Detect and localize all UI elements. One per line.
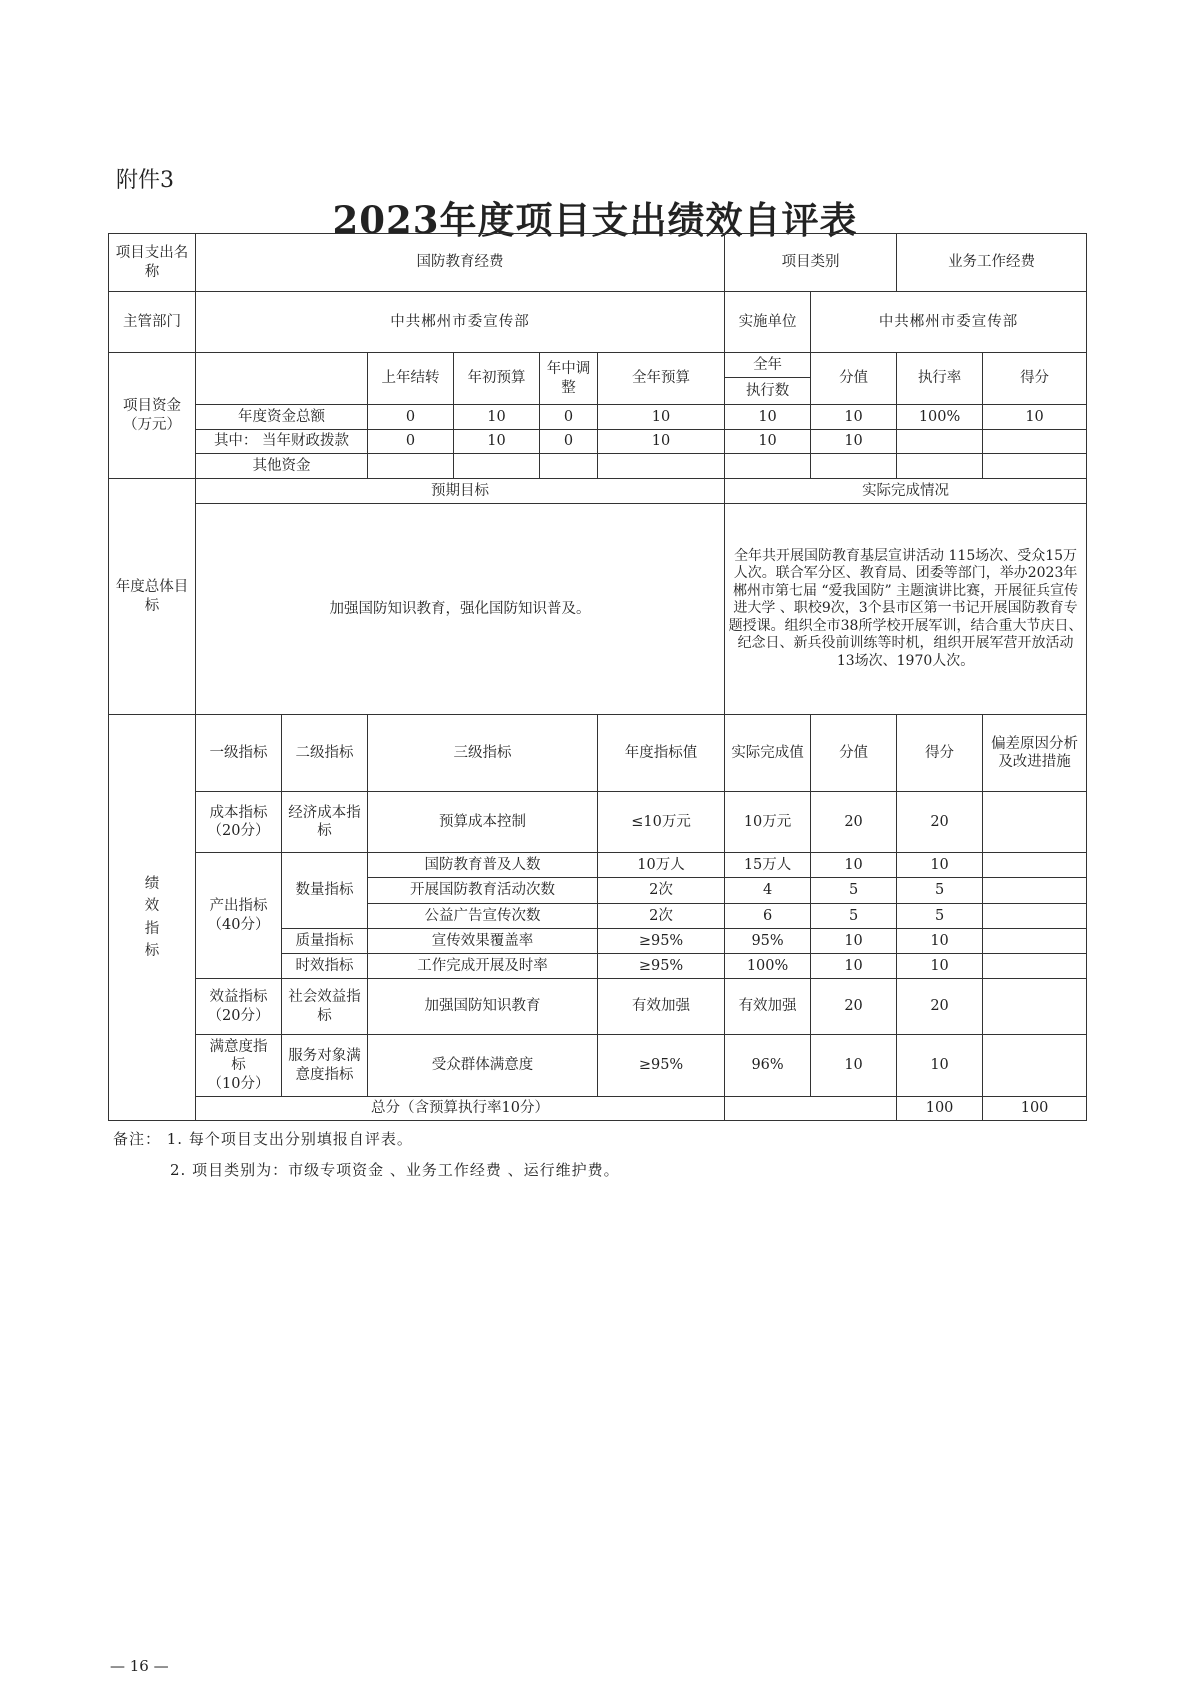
- cell-exec-rate: [897, 454, 983, 479]
- indicator-score-value: 20: [811, 979, 897, 1035]
- self-evaluation-table: [108, 233, 1087, 1121]
- indicator-deviation: [983, 792, 1087, 853]
- note-2: 2. 项目类别为：市级专项资金 、业务工作经费 、运行维护费。: [170, 1161, 620, 1179]
- cell-score: 10: [983, 405, 1087, 430]
- cell-annual-exec: [725, 454, 811, 479]
- indicator-name: 宣传效果覆盖率: [368, 929, 598, 954]
- funds-blank-header: [196, 353, 368, 405]
- cell-exec-rate: 100%: [897, 405, 983, 430]
- header-level3: 三级指标: [368, 715, 598, 792]
- cell-annual-exec: 10: [725, 430, 811, 454]
- cell-annual-budget: 10: [598, 405, 725, 430]
- indicator-actual: 95%: [725, 929, 811, 954]
- indicator-score-value: 20: [811, 792, 897, 853]
- indicator-actual: 有效加强: [725, 979, 811, 1035]
- indicator-actual: 10万元: [725, 792, 811, 853]
- goals-actual-text: 全年共开展国防教育基层宣讲活动 115场次、受众15万人次。联合军分区、教育局、团委等部门，举办2023年郴州市第七届 “爱我国防” 主题演讲比赛，开展征兵宣传进大学 、职校9次，3个县市区第一书记开展国防教育专题授课。组织全市38所学校开展军训，结合重大节庆日、纪念日、新兵役前训练等时机，组织开展军营开放活动 13场次、1970人次。: [725, 504, 1087, 715]
- indicator-score: 10: [897, 853, 983, 878]
- indicator-actual: 15万人: [725, 853, 811, 878]
- indicator-target: ≤10万元: [598, 792, 725, 853]
- cell-initial-budget: [454, 454, 540, 479]
- funds-row-label: 其中： 当年财政拨款: [196, 430, 368, 454]
- header-score-value: 分值: [811, 353, 897, 405]
- level2-quantity: 数量指标: [282, 853, 368, 929]
- level2-social-benefit: 社会效益指标: [282, 979, 368, 1035]
- level1-cost: [196, 792, 282, 853]
- cell-score-value: 10: [811, 430, 897, 454]
- goals-actual-header: 实际完成情况: [725, 479, 1087, 504]
- indicator-name: 受众群体满意度: [368, 1035, 598, 1097]
- indicator-score: 10: [897, 1035, 983, 1097]
- goals-label: 年度总体目标: [109, 479, 196, 715]
- indicator-target: 2次: [598, 904, 725, 929]
- indicator-score: 10: [897, 954, 983, 979]
- dept-label: 主管部门: [109, 292, 196, 353]
- cell-initial-budget: 10: [454, 430, 540, 454]
- project-category-label: 项目类别: [725, 234, 897, 292]
- indicator-score-value: 10: [811, 929, 897, 954]
- indicator-name: 公益广告宣传次数: [368, 904, 598, 929]
- cell-mid-adjust: [540, 454, 598, 479]
- total-score: 100: [983, 1097, 1087, 1121]
- header-level2: 二级指标: [282, 715, 368, 792]
- cell-prev-balance: 0: [368, 430, 454, 454]
- project-category: 业务工作经费: [897, 234, 1087, 292]
- indicator-score: 20: [897, 979, 983, 1035]
- indicator-target: 有效加强: [598, 979, 725, 1035]
- funds-row-label: 年度资金总额: [196, 405, 368, 430]
- indicator-row: [109, 853, 1087, 878]
- page-title: 2023年度项目支出绩效自评表: [332, 198, 858, 242]
- indicator-deviation: [983, 979, 1087, 1035]
- cell-prev-balance: 0: [368, 405, 454, 430]
- header-ind-score-value: 分值: [811, 715, 897, 792]
- header-annual-exec: [725, 353, 811, 405]
- level1-benefit-line1: 效益指标: [209, 989, 268, 1006]
- indicator-deviation: [983, 1035, 1087, 1097]
- indicator-score-value: 10: [811, 954, 897, 979]
- header-deviation: 偏差原因分析及改进措施: [983, 715, 1087, 792]
- indicator-target: 2次: [598, 878, 725, 904]
- total-row: [109, 1097, 1087, 1121]
- level1-output-line2: （40分）: [207, 916, 270, 933]
- total-score-value: 100: [897, 1097, 983, 1121]
- total-blank: [725, 1097, 897, 1121]
- cell-annual-budget: 10: [598, 430, 725, 454]
- impl-unit-label: 实施单位: [725, 292, 811, 353]
- header-initial-budget: 年初预算: [454, 353, 540, 405]
- indicator-row: [109, 792, 1087, 853]
- goals-expected-text: 加强国防知识教育，强化国防知识普及。: [196, 504, 725, 715]
- header-exec-rate: 执行率: [897, 353, 983, 405]
- indicator-name: 工作完成开展及时率: [368, 954, 598, 979]
- level1-cost-line1: 成本指标: [209, 804, 268, 821]
- cell-exec-rate: [897, 430, 983, 454]
- funds-label-line2: （万元）: [123, 416, 181, 433]
- level1-satisfaction-line3: （10分）: [207, 1075, 270, 1092]
- project-name-label: 项目支出名称: [109, 234, 196, 292]
- indicator-score: 10: [897, 929, 983, 954]
- indicator-target: ≥95%: [598, 1035, 725, 1097]
- funds-label: [109, 353, 196, 479]
- indicators-section-label: [109, 715, 196, 1121]
- header-annual-exec-line2: 执行数: [745, 383, 790, 399]
- indicator-name: 开展国防教育活动次数: [368, 878, 598, 904]
- funds-row: [109, 430, 1087, 454]
- indicator-deviation: [983, 954, 1087, 979]
- cell-annual-budget: [598, 454, 725, 479]
- level1-output-line1: 产出指标: [209, 898, 268, 915]
- header-target: 年度指标值: [598, 715, 725, 792]
- indicator-name: 国防教育普及人数: [368, 853, 598, 878]
- total-label: 总分（含预算执行率10分）: [196, 1097, 725, 1121]
- indicator-name: 加强国防知识教育: [368, 979, 598, 1035]
- funds-row-label: 其他资金: [196, 454, 368, 479]
- impl-unit-value: 中共郴州市委宣传部: [811, 292, 1087, 353]
- level1-output: [196, 853, 282, 979]
- indicator-score-value: 10: [811, 1035, 897, 1097]
- indicator-target: ≥95%: [598, 929, 725, 954]
- cell-mid-adjust: 0: [540, 405, 598, 430]
- notes: [113, 1132, 620, 1194]
- cell-initial-budget: 10: [454, 405, 540, 430]
- header-actual: 实际完成值: [725, 715, 811, 792]
- header-level1: 一级指标: [196, 715, 282, 792]
- header-prev-balance: 上年结转: [368, 353, 454, 405]
- level1-satisfaction-line2: 标: [231, 1057, 246, 1074]
- cell-prev-balance: [368, 454, 454, 479]
- indicator-score: 20: [897, 792, 983, 853]
- indicator-target: 10万人: [598, 853, 725, 878]
- attachment-label: 附件3: [116, 168, 174, 193]
- funds-row: [109, 405, 1087, 430]
- header-score: 得分: [983, 353, 1087, 405]
- level2-service-satisfaction: 服务对象满意度指标: [282, 1035, 368, 1097]
- level1-benefit-line2: （20分）: [207, 1007, 270, 1024]
- cell-mid-adjust: 0: [540, 430, 598, 454]
- dept-value: 中共郴州市委宣传部: [196, 292, 725, 353]
- indicators-section-label-text: 绩效指标: [144, 875, 160, 959]
- project-name: 国防教育经费: [196, 234, 725, 292]
- funds-label-line1: 项目资金: [123, 398, 181, 415]
- level2-economic-cost: 经济成本指标: [282, 792, 368, 853]
- indicator-deviation: [983, 853, 1087, 878]
- cell-score: [983, 454, 1087, 479]
- indicator-deviation: [983, 929, 1087, 954]
- funds-row: [109, 454, 1087, 479]
- level1-benefit: [196, 979, 282, 1035]
- indicator-score: 5: [897, 878, 983, 904]
- header-mid-adjust: 年中调整: [540, 353, 598, 405]
- indicator-actual: 6: [725, 904, 811, 929]
- indicator-score-value: 5: [811, 904, 897, 929]
- note-1: 备注： 1. 每个项目支出分别填报自评表。: [113, 1130, 413, 1148]
- header-annual-exec-line1: 全年: [725, 353, 810, 378]
- cell-score-value: [811, 454, 897, 479]
- indicator-row: [109, 979, 1087, 1035]
- indicator-score-value: 5: [811, 878, 897, 904]
- level1-satisfaction: [196, 1035, 282, 1097]
- indicator-actual: 100%: [725, 954, 811, 979]
- indicator-target: ≥95%: [598, 954, 725, 979]
- indicator-row: [109, 1035, 1087, 1097]
- indicator-actual: 4: [725, 878, 811, 904]
- cell-score-value: 10: [811, 405, 897, 430]
- cell-annual-exec: 10: [725, 405, 811, 430]
- indicator-deviation: [983, 878, 1087, 904]
- cell-score: [983, 430, 1087, 454]
- indicator-score: 5: [897, 904, 983, 929]
- indicator-actual: 96%: [725, 1035, 811, 1097]
- header-ind-score: 得分: [897, 715, 983, 792]
- page-number: — 16 —: [110, 1657, 169, 1675]
- indicator-score-value: 10: [811, 853, 897, 878]
- level1-satisfaction-line1: 满意度指: [209, 1039, 268, 1056]
- level2-timeliness: 时效指标: [282, 954, 368, 979]
- level1-cost-line2: （20分）: [207, 823, 270, 839]
- indicator-deviation: [983, 904, 1087, 929]
- header-annual-budget: 全年预算: [598, 353, 725, 405]
- goals-expected-header: 预期目标: [196, 479, 725, 504]
- level2-quality: 质量指标: [282, 929, 368, 954]
- indicator-name: 预算成本控制: [368, 792, 598, 853]
